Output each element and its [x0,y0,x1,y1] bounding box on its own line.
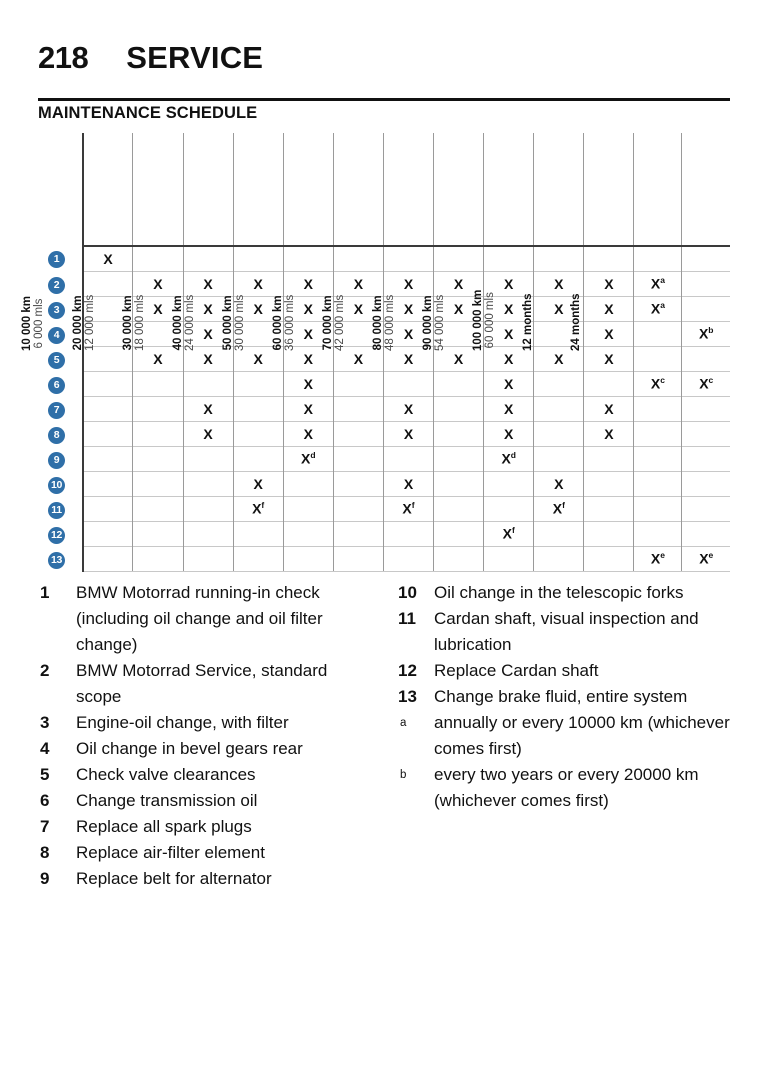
table-cell [183,397,233,422]
table-cell [584,522,634,547]
table-cell [682,272,730,297]
legend-item-text: Replace all spark plugs [76,817,252,836]
footnote-ref: c [660,375,665,386]
table-cell [434,397,484,422]
check-mark: X [604,276,614,292]
table-cell [133,497,183,522]
check-mark: X [403,401,414,417]
row-number-badge [38,372,83,397]
check-mark: X [303,426,313,442]
table-cell [283,547,333,572]
row-number-circle: 11 [48,502,65,519]
legend-item [396,606,732,658]
table-cell [333,547,383,572]
table-cell [534,397,584,422]
table-cell [283,447,333,472]
check-mark: $X^f$ [552,500,565,517]
table-cell [434,447,484,472]
table-cell [183,472,233,497]
check-mark: X [253,301,263,317]
check-mark: Xe [650,550,665,567]
row-number-circle: 7 [48,402,65,419]
legend-item [38,840,374,866]
row-number-badge [38,522,83,547]
table-cell [434,497,484,522]
check-mark: X [403,351,414,367]
table-cell [133,422,183,447]
check-mark: X [604,426,614,442]
legend-column-left [38,580,374,892]
check-mark: X [504,426,514,442]
check-mark: X [303,301,313,317]
table-cell [682,447,730,472]
check-mark: X [403,426,414,442]
legend-item-text: Check valve clearances [76,765,256,784]
table-row [38,472,730,497]
row-number-circle: 12 [48,527,65,544]
column-header-mls: 6 000 mls [33,298,46,349]
legend-item [396,658,732,684]
table-cell [233,522,283,547]
check-mark: X [203,326,213,342]
column-header-km: 20 000 km [71,295,84,351]
legend [38,580,738,892]
table-corner-cell [38,133,83,246]
check-mark: X [604,351,614,367]
check-mark: X [403,301,414,317]
table-cell [83,422,133,447]
table-cell [333,372,383,397]
table-cell [682,522,730,547]
row-number-badge [38,447,83,472]
legend-item [38,788,374,814]
footnote-ref: f [562,500,565,511]
legend-item-number: 7 [40,817,50,836]
check-mark: $X^d$ [501,450,516,467]
maintenance-schedule-table-wrapper [21,133,730,572]
check-mark: X [453,276,464,292]
table-cell [484,397,534,422]
table-cell [83,397,133,422]
row-number-circle: 9 [48,452,65,469]
check-mark: X [353,276,364,292]
footnote-marker: b [400,769,407,781]
table-cell [233,497,283,522]
table-cell [682,547,730,572]
table-cell [233,472,283,497]
check-mark: $X^f$ [402,500,415,517]
legend-item-number: 11 [398,609,416,628]
table-cell [682,297,730,322]
check-mark: X [554,476,564,492]
section-title: MAINTENANCE SCHEDULE [38,104,258,122]
footnote-ref: d [310,450,316,461]
column-header-mls: 18 000 mls [134,294,147,351]
table-cell [484,472,534,497]
check-mark: $X^c$ [650,375,665,392]
table-cell [133,522,183,547]
table-cell [233,397,283,422]
check-mark: X [153,301,163,317]
row-number-circle: 1 [48,251,65,268]
legend-item-number: 6 [40,791,50,810]
table-cell [183,372,233,397]
check-mark: X [303,326,313,342]
table-row [38,497,730,522]
table-cell [534,472,584,497]
legend-item [38,814,374,840]
column-header-mls: 48 000 mls [384,294,397,351]
table-cell [634,472,682,497]
legend-item-number: 10 [398,583,417,602]
table-cell [283,472,333,497]
table-cell [484,372,534,397]
table-cell [83,447,133,472]
check-mark: $X^b$ [698,325,714,342]
check-mark: X [504,276,514,292]
legend-item [396,684,732,710]
column-header-c1 [83,133,133,246]
table-cell [584,372,634,397]
legend-item [38,736,374,762]
table-cell [584,472,634,497]
table-row [38,372,730,397]
check-mark: $X^f$ [252,500,265,517]
row-number-circle: 6 [48,377,65,394]
legend-item [38,866,374,892]
table-cell [434,372,484,397]
column-header-km: 30 000 km [121,295,134,351]
table-cell [434,522,484,547]
table-cell [83,497,133,522]
column-header-mls: 54 000 mls [434,294,447,351]
table-cell [634,497,682,522]
table-cell [333,522,383,547]
table-cell [434,422,484,447]
legend-column-right [396,580,732,892]
column-header-mls: 42 000 mls [334,294,347,351]
table-cell [383,397,433,422]
row-number-circle: 2 [48,277,65,294]
check-mark: X [604,401,614,417]
table-cell [183,422,233,447]
table-cell [383,447,433,472]
column-header-km: 50 000 km [221,295,234,351]
legend-item-text: Engine-oil change, with filter [76,713,289,732]
column-header-months: 12 months [522,293,535,351]
check-mark: X [554,351,564,367]
table-cell [233,547,283,572]
table-cell [682,472,730,497]
table-cell [233,447,283,472]
check-mark: X [504,376,514,392]
table-cell [133,397,183,422]
check-mark: $X^f$ [502,525,515,542]
legend-item-text: Replace belt for alternator [76,869,272,888]
table-row [38,522,730,547]
check-mark: X [353,351,364,367]
table-cell [584,397,634,422]
check-mark: X [453,351,464,367]
table-cell [484,447,534,472]
table-cell [333,397,383,422]
check-mark: $X^a$ [650,275,665,292]
column-header-mls: 30 000 mls [234,294,247,351]
row-number-badge [38,547,83,572]
row-number-badge [38,472,83,497]
footnote-text: every two years or every 20000 km (whichever comes first) [434,765,699,810]
table-cell [634,397,682,422]
legend-item-number: 3 [40,713,50,732]
table-cell [534,547,584,572]
row-number-badge [38,497,83,522]
row-number-badge [38,422,83,447]
table-cell [682,497,730,522]
legend-item-number: 9 [40,869,50,888]
table-cell [333,472,383,497]
table-cell [133,547,183,572]
table-cell [434,472,484,497]
footnote-ref: b [708,325,714,336]
row-number-circle: 4 [48,327,65,344]
table-cell [183,547,233,572]
check-mark: X [504,351,514,367]
table-cell [83,547,133,572]
table-cell [534,497,584,522]
legend-item-text: Replace air-filter element [76,843,265,862]
legend-item-text: Oil change in bevel gears rear [76,739,303,758]
table-cell [283,422,333,447]
legend-item [38,710,374,736]
legend-item-number: 2 [40,661,50,680]
table-cell [383,472,433,497]
table-cell [484,497,534,522]
page-title: SERVICE [126,40,264,75]
table-cell [682,322,730,347]
legend-item-number: 13 [398,687,417,706]
table-cell [682,372,730,397]
table-cell [634,522,682,547]
legend-item-text: Change brake fluid, entire system [434,687,688,706]
footnote-ref: a [660,275,665,286]
table-cell [484,522,534,547]
legend-item-text: Oil change in the telescopic forks [434,583,684,602]
check-mark: X [303,276,313,292]
check-mark: X [353,301,364,317]
check-mark: X [103,251,113,267]
table-cell [484,422,534,447]
row-number-circle: 8 [48,427,65,444]
check-mark: $X^c$ [699,375,714,392]
footnote-marker: a [400,717,407,729]
table-cell [133,472,183,497]
table-cell [584,497,634,522]
table-cell [584,547,634,572]
check-mark: X [303,376,313,392]
table-cell [383,547,433,572]
legend-item [38,762,374,788]
check-mark: X [604,301,614,317]
page-header [38,40,730,76]
table-cell [233,372,283,397]
column-header-months: 24 months [570,293,583,351]
page-number: 218 [38,40,89,75]
table-cell [83,372,133,397]
table-cell [682,246,730,272]
table-cell [584,422,634,447]
table-cell [283,497,333,522]
check-mark: X [203,351,213,367]
table-cell [233,422,283,447]
table-cell [434,547,484,572]
table-cell [133,447,183,472]
legend-item [38,580,374,658]
table-cell [383,522,433,547]
table-header-row [38,133,730,246]
table-cell [283,372,333,397]
column-header-km: 80 000 km [372,295,385,351]
row-number-circle: 10 [48,477,65,494]
table-cell [333,447,383,472]
check-mark: X [504,301,514,317]
check-mark: X [303,401,313,417]
table-row [38,447,730,472]
table-cell [383,422,433,447]
legend-item-number: 1 [40,583,50,602]
check-mark: $X^d$ [301,450,316,467]
table-row [38,547,730,572]
table-row [38,422,730,447]
legend-item-text: BMW Motorrad running-in check (including oil change and oil filter change) [76,583,323,654]
check-mark: X [203,401,213,417]
check-mark: X [504,326,514,342]
table-cell [682,397,730,422]
table-cell [534,422,584,447]
table-cell [634,547,682,572]
check-mark: Xe [699,550,714,567]
check-mark: X [203,301,213,317]
column-header-km: 10 000 km [21,296,34,351]
check-mark: X [253,276,263,292]
table-cell [83,522,133,547]
table-cell [383,497,433,522]
footnote-ref: f [411,500,415,511]
footnote-ref: f [261,500,265,511]
legend-item [396,710,732,762]
legend-item [38,658,374,710]
column-header-km: 70 000 km [322,295,335,351]
check-mark: X [604,326,614,342]
footnote-ref: d [510,450,516,461]
table-cell [484,547,534,572]
check-mark: X [203,276,213,292]
check-mark: X [504,401,514,417]
column-header-mls: 12 000 mls [83,294,96,351]
check-mark: $X^a$ [650,300,665,317]
column-header-mls: 60 000 mls [484,292,497,349]
header-divider [38,98,730,101]
legend-item-text: Replace Cardan shaft [434,661,599,680]
table-cell [383,372,433,397]
check-mark: X [403,326,414,342]
legend-item-number: 12 [398,661,417,680]
table-cell [283,522,333,547]
column-header-km: 40 000 km [171,295,184,351]
legend-item-text: BMW Motorrad Service, standard scope [76,661,328,706]
check-mark: X [453,301,464,317]
column-header-mls: 36 000 mls [284,294,297,351]
table-cell [183,522,233,547]
check-mark: X [253,476,263,492]
table-cell [283,397,333,422]
check-mark: X [554,276,564,292]
footnote-ref: e [660,550,665,561]
table-cell [682,347,730,372]
table-cell [83,472,133,497]
row-number-badge [38,397,83,422]
row-number-circle: 13 [48,552,65,569]
check-mark: X [403,276,414,292]
table-cell [534,372,584,397]
check-mark: X [153,351,163,367]
footnote-ref: a [660,300,665,311]
table-cell [682,422,730,447]
legend-item-number: 8 [40,843,50,862]
table-cell [333,422,383,447]
check-mark: X [403,476,414,492]
check-mark: X [203,426,213,442]
legend-item-number: 5 [40,765,50,784]
table-cell [183,447,233,472]
row-number-circle: 3 [48,302,65,319]
table-cell [634,447,682,472]
table-cell [183,497,233,522]
table-cell [584,447,634,472]
check-mark: X [253,351,263,367]
table-cell [634,422,682,447]
table-cell [133,372,183,397]
footnote-ref: f [511,525,515,536]
check-mark: X [554,301,564,317]
check-mark: X [303,351,313,367]
table-row [38,397,730,422]
table-cell [534,447,584,472]
table-cell [333,497,383,522]
table-cell [534,522,584,547]
column-header-mls: 24 000 mls [184,294,197,351]
legend-item [396,580,732,606]
footnote-ref: e [708,550,714,561]
legend-item-text: Change transmission oil [76,791,258,810]
column-header-km: 90 000 km [422,295,435,351]
footnote-text: annually or every 10000 km (whichever comes first) [434,713,730,758]
table-cell [634,372,682,397]
column-header-km: 60 000 km [271,295,284,351]
maintenance-schedule-table [21,133,730,572]
row-number-circle: 5 [48,352,65,369]
footnote-ref: c [708,375,714,386]
legend-item [396,762,732,814]
legend-item-number: 4 [40,739,50,758]
legend-item-text: Cardan shaft, visual inspection and lubrication [434,609,699,654]
column-header-km: 100 000 km [472,289,485,351]
check-mark: X [153,276,163,292]
